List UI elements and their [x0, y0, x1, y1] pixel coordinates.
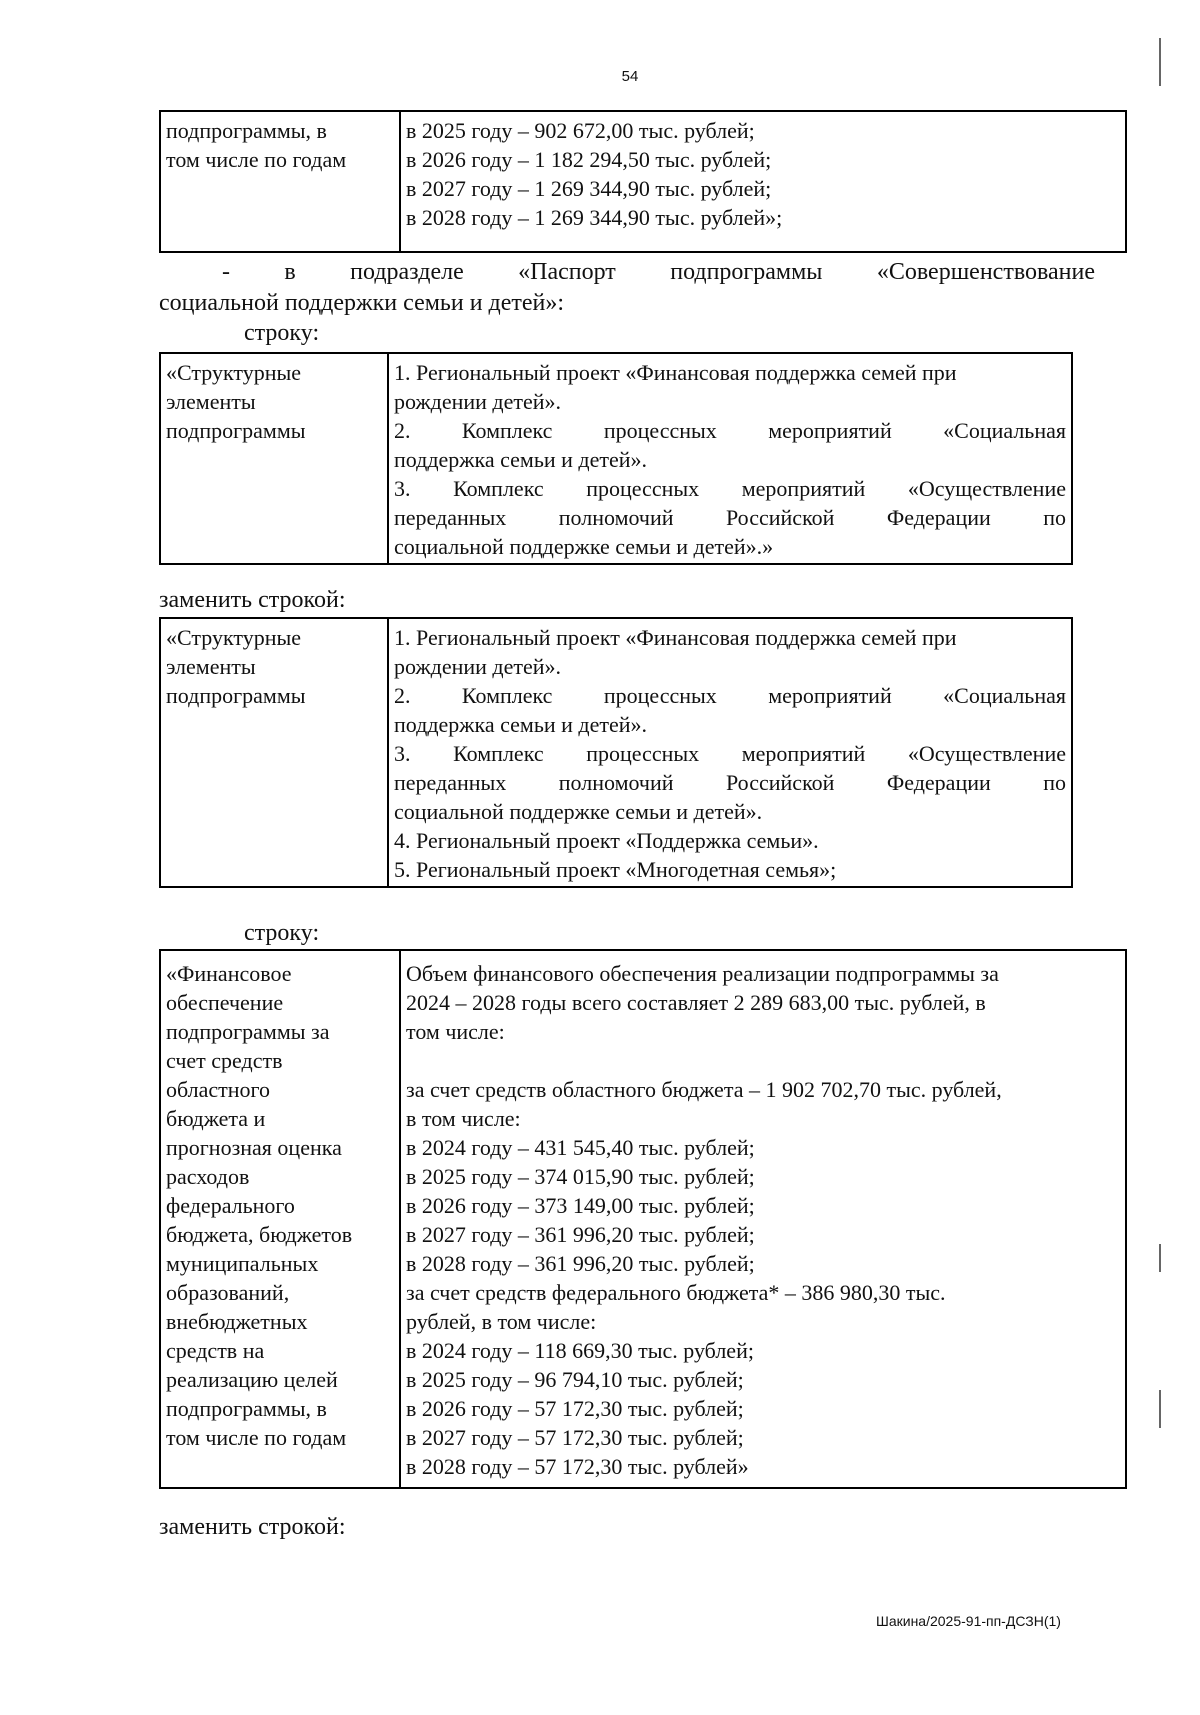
text-line: элементы	[166, 654, 256, 679]
text-line: прогнозная оценка	[166, 1135, 342, 1160]
text-line: 1. Региональный проект «Финансовая поддержка семей при	[394, 360, 957, 385]
text-line: образований,	[166, 1280, 290, 1305]
table-cell-value	[388, 618, 1072, 887]
text-line: областного	[166, 1077, 271, 1102]
text-line: бюджета и	[166, 1106, 266, 1131]
table-row	[160, 618, 1072, 887]
text-line: подпрограммы, в	[166, 118, 327, 143]
label-zamenit: заменить строкой:	[159, 1514, 346, 1540]
table-cell-value	[388, 353, 1072, 564]
text-line: том числе по годам	[166, 1425, 347, 1450]
table-structural-elements-old	[159, 352, 1073, 565]
label-stroku: строку:	[244, 320, 320, 346]
table-cell-label	[160, 618, 388, 887]
text-line: в 2025 году – 374 015,90 тыс. рублей;	[406, 1164, 755, 1189]
text-line: бюджета, бюджетов	[166, 1222, 353, 1247]
text-line: в 2028 году – 1 269 344,90 тыс. рублей»;	[406, 205, 783, 230]
text-line: в 2025 году – 96 794,10 тыс. рублей;	[406, 1367, 744, 1392]
table-cell-label	[160, 353, 388, 564]
text-line: реализацию целей	[166, 1367, 338, 1392]
text-line: счет средств	[166, 1048, 283, 1073]
text-line: рождении детей».	[394, 654, 562, 679]
text-line: «Структурные	[166, 360, 302, 385]
text-line: Объем финансового обеспечения реализации подпрограммы за	[406, 961, 999, 986]
text-line: федерального	[166, 1193, 295, 1218]
text-line: рублей, в том числе:	[406, 1309, 597, 1334]
text-line: подпрограммы	[166, 418, 306, 443]
table-cell-value	[400, 950, 1126, 1488]
text-line: в 2024 году – 118 669,30 тыс. рублей;	[406, 1338, 754, 1363]
text-line: «Финансовое	[166, 961, 292, 986]
text-line: 4. Региональный проект «Поддержка семьи».	[394, 828, 819, 853]
text-line: в 2027 году – 1 269 344,90 тыс. рублей;	[406, 176, 772, 201]
text-line: в 2026 году – 57 172,30 тыс. рублей;	[406, 1396, 744, 1421]
table-row	[160, 111, 1126, 252]
label-stroku: строку:	[244, 920, 320, 946]
text-line: в 2026 году – 373 149,00 тыс. рублей;	[406, 1193, 755, 1218]
table-row	[160, 950, 1126, 1488]
text-line: переданных полномочий Российской Федерации по	[394, 770, 1066, 795]
text-line: подпрограммы, в	[166, 1396, 327, 1421]
table-structural-elements-new	[159, 617, 1073, 888]
text-line: в 2026 году – 1 182 294,50 тыс. рублей;	[406, 147, 772, 172]
text-line: за счет средств федерального бюджета* – 386 980,30 тыс.	[406, 1280, 946, 1305]
text-line: за счет средств областного бюджета – 1 902 702,70 тыс. рублей,	[406, 1077, 1002, 1102]
text-line: социальной поддержке семьи и детей».»	[394, 534, 774, 559]
text-line: подпрограммы	[166, 683, 306, 708]
text-line: «Структурные	[166, 625, 302, 650]
table-budget-continuation	[159, 110, 1127, 253]
text-line: в 2027 году – 57 172,30 тыс. рублей;	[406, 1425, 744, 1450]
text-line: 2. Комплекс процессных мероприятий «Социальная	[394, 683, 1066, 708]
paragraph-line: социальной поддержки семьи и детей»:	[159, 290, 565, 316]
text-line: поддержка семьи и детей».	[394, 447, 648, 472]
text-line: 3. Комплекс процессных мероприятий «Осуществление	[394, 741, 1066, 766]
text-line: средств на	[166, 1338, 265, 1363]
text-line: 3. Комплекс процессных мероприятий «Осуществление	[394, 476, 1066, 501]
text-line: расходов	[166, 1164, 250, 1189]
text-line: социальной поддержке семьи и детей».	[394, 799, 763, 824]
text-line: обеспечение	[166, 990, 284, 1015]
page-number: 54	[621, 68, 639, 85]
margin-mark	[1159, 1244, 1161, 1272]
text-line: подпрограммы за	[166, 1019, 330, 1044]
text-line: в 2028 году – 361 996,20 тыс. рублей;	[406, 1251, 755, 1276]
text-line: в 2028 году – 57 172,30 тыс. рублей»	[406, 1454, 749, 1479]
text-line: в том числе:	[406, 1106, 521, 1131]
text-line: 1. Региональный проект «Финансовая поддержка семей при	[394, 625, 957, 650]
text-line: элементы	[166, 389, 256, 414]
table-cell-label	[160, 111, 400, 252]
blank-line	[406, 1046, 1120, 1075]
text-line: рождении детей».	[394, 389, 562, 414]
table-financing	[159, 949, 1127, 1489]
footer-document-code: Шакина/2025-91-пп-ДСЗН(1)	[876, 1613, 1061, 1629]
text-line: 5. Региональный проект «Многодетная семья»;	[394, 857, 837, 882]
text-line: в 2024 году – 431 545,40 тыс. рублей;	[406, 1135, 755, 1160]
text-line: внебюджетных	[166, 1309, 308, 1334]
text-line: в 2027 году – 361 996,20 тыс. рублей;	[406, 1222, 755, 1247]
margin-mark	[1159, 1390, 1161, 1428]
text-line: переданных полномочий Российской Федерации по	[394, 505, 1066, 530]
text-line: поддержка семьи и детей».	[394, 712, 648, 737]
text-line: в 2025 году – 902 672,00 тыс. рублей;	[406, 118, 755, 143]
text-line: 2. Комплекс процессных мероприятий «Социальная	[394, 418, 1066, 443]
text-line: том числе:	[406, 1019, 505, 1044]
text-line: муниципальных	[166, 1251, 319, 1276]
table-cell-value	[400, 111, 1126, 252]
table-cell-label	[160, 950, 400, 1488]
label-zamenit: заменить строкой:	[159, 587, 346, 613]
text-line: 2024 – 2028 годы всего составляет 2 289 683,00 тыс. рублей, в	[406, 990, 986, 1015]
text-line: том числе по годам	[166, 147, 347, 172]
table-row	[160, 353, 1072, 564]
paragraph-line: - в подразделе «Паспорт подпрограммы «Совершенствование	[222, 259, 1095, 285]
